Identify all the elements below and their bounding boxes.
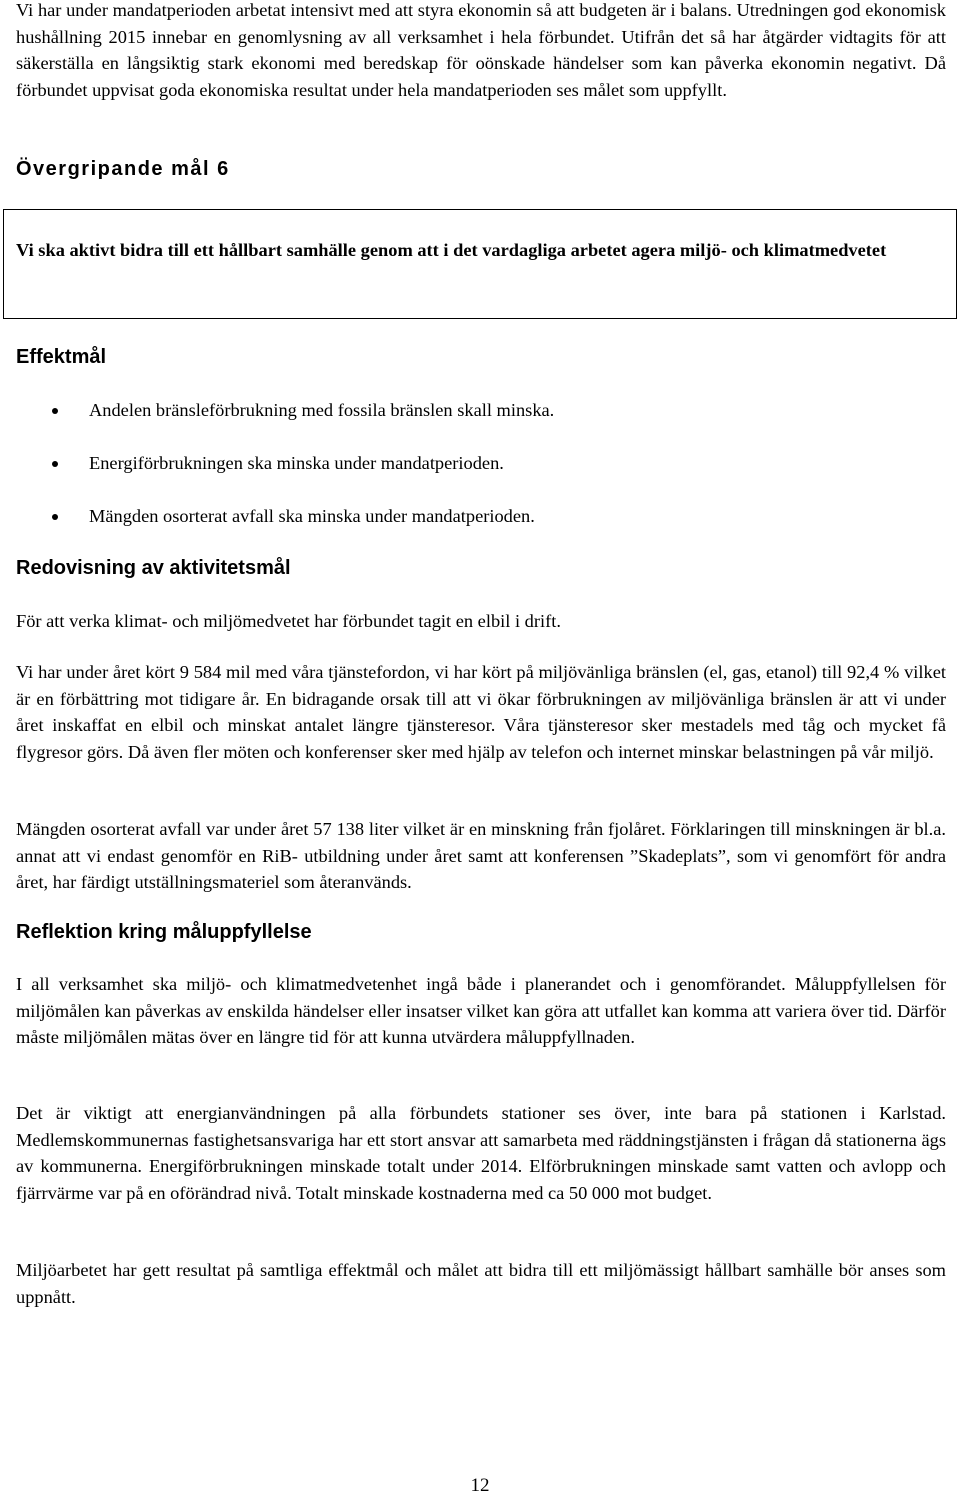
activity-report-paragraph-2: Vi har under året kört 9 584 mil med våra tjänstefordon, vi har kört på miljövänliga bränslen (el, gas, etanol) till 92,4 % vilket är en förbättring mot tidigare år. En bidragande orsak till att vi ökar förbrukningen av miljövänliga bränslen är att vi under året inskaffat en elbil och minskat antalet längre tjänsteresor. Våra tjänsteresor sker mestadels med tåg och mycket få flygresor görs. Då även fler möten och konferenser sker med hjälp av telefon och internet minskar belastningen på vår miljö. [16,662,946,762]
list-item: Mängden osorterat avfall ska minska under mandatperioden. [16,503,946,529]
bullet-icon [52,514,58,520]
list-item: Andelen bränsleförbrukning med fossila bränslen skall minska. [16,397,946,423]
activity-report-paragraph-3: Mängden osorterat avfall var under året 57 138 liter vilket är en minskning från fjolåret. Förklaringen till minskningen är bl.a. annat att vi endast genomför en RiB- utbildning under året samt att konferensen ”Skadeplats”, som vi genomfört för andra året, har färdigt utställningsmateriel som återanvänds. [16,819,946,892]
intro-paragraph: Vi har under mandatperioden arbetat intensivt med att styra ekonomin så att budgeten är i balans. Utredningen god ekonomisk hushållning 2015 innebar en genomlysning av all verksamhet i hela förbundet. Utifrån det så har åtgärder vidtagits för att säkerställa en långsiktig stark ekonomi med beredskap för oönskade händelser som kan påverka ekonomin negativt. Då förbundet uppvisat goda ekonomiska resultat under hela mandatperioden ses målet som uppfyllt. [16,0,946,100]
bullet-icon [52,461,58,467]
activity-report-paragraph-1: För att verka klimat- och miljömedvetet har förbundet tagit en elbil i drift. [16,611,561,631]
reflection-paragraph-2: Det är viktigt att energianvändningen på alla förbundets stationer ses över, inte bara på stationen i Karlstad. Medlemskommunernas fastighetsansvariga har ett stort ansvar att samarbeta med räddningstjänsten i frågan då stationerna ägs av kommunerna. Energiförbrukningen minskade totalt under 2014. Elförbrukningen minskade samt vatten och avlopp och fjärrvärme var på en oförändrad nivå. Totalt minskade kostnaderna med ca 50 000 mot budget. [16,1103,946,1203]
activity-report-heading: Redovisning av aktivitetsmål [16,557,291,579]
bullet-icon [52,408,58,414]
effect-goals-heading: Effektmål [16,346,107,368]
goal-statement: Vi ska aktivt bidra till ett hållbart samhälle genom att i det vardagliga arbetet agera miljö- och klimatmedvetet [16,240,887,260]
reflection-paragraph-1: I all verksamhet ska miljö- och klimatmedvetenhet ingå både i planerandet och i genomförandet. Måluppfyllelsen för miljömålen kan påverkas av enskilda händelser eller insatser vilket kan göra att utfallet kan komma att variera över tid. Därför måste miljömålen mätas över en längre tid för att kunna utvärdera måluppfyllnaden. [16,974,946,1047]
goal-heading: Övergripande mål 6 [16,158,230,180]
effect-goals-list [16,397,946,529]
list-item: Energiförbrukningen ska minska under mandatperioden. [16,450,946,476]
reflection-paragraph-3: Miljöarbetet har gett resultat på samtliga effektmål och målet att bidra till ett miljömässigt hållbart samhälle bör anses som uppnått. [16,1260,946,1307]
reflection-heading: Reflektion kring måluppfyllelse [16,921,312,943]
page-number: 12 [470,1475,490,1496]
goal-box [3,209,957,319]
